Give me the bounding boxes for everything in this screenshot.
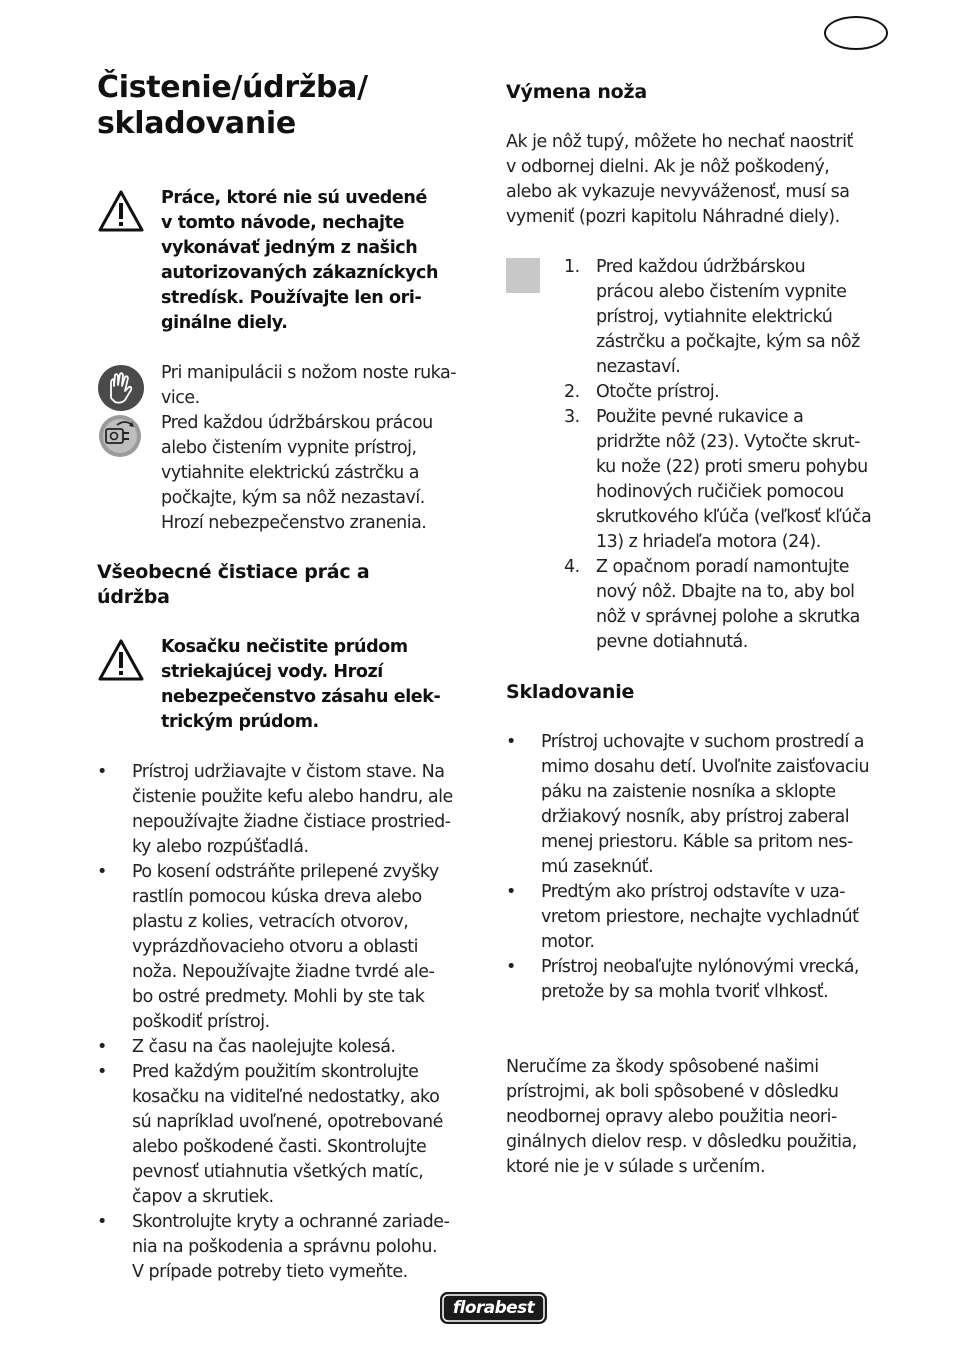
gloves-icon — [97, 364, 145, 412]
text-line: Pred každou údržbárskou prácou — [161, 413, 433, 433]
step-item — [506, 380, 896, 405]
text-line: vykonávať jedným z našich — [161, 238, 418, 258]
bullet-dot: • — [506, 882, 516, 902]
florabest-logo — [439, 1291, 548, 1325]
text-line: Ak je nôž tupý, môžete ho nechať naostriť — [506, 132, 853, 152]
text-line: v tomto návode, nechajte — [161, 213, 405, 233]
blade-intro — [506, 130, 896, 230]
text-line: poškodiť prístroj. — [132, 1012, 270, 1032]
text-line: Prístroj udržiavajte v čistom stave. Na — [132, 762, 445, 782]
list-item — [97, 760, 487, 860]
text-line: Z opačnom poradí namontujte — [596, 557, 849, 577]
text-line: alebo ak vykazuje nevyváženosť, musí sa — [506, 182, 850, 202]
text-line: 13) z hriadeľa motora (24). — [596, 532, 821, 552]
text-line: nia na poškodenia a správnu polohu. — [132, 1237, 438, 1257]
text-line: držiakový nosník, aby prístroj zaberal — [541, 807, 850, 827]
text-line: pretože by sa mohla tvoriť vlhkosť. — [541, 982, 829, 1002]
text-line: noža. Nepoužívajte žiadne tvrdé ale- — [132, 962, 435, 982]
step-item — [506, 405, 896, 555]
text-line: kosačku na viditeľné nedostatky, ako — [132, 1087, 440, 1107]
text-line: Použite pevné rukavice a — [596, 407, 804, 427]
text-line: Pri manipulácii s nožom noste ruka- — [161, 363, 457, 383]
text-line: striekajúcej vody. Hrozí — [161, 662, 383, 682]
list-item — [506, 955, 896, 1005]
list-item — [97, 860, 487, 1035]
text-line: Pred každým použitím skontrolujte — [132, 1062, 419, 1082]
bullet-dot: • — [97, 1037, 107, 1057]
text-line: V prípade potreby tieto vymeňte. — [132, 1262, 408, 1282]
text-line: Neručíme za škody spôsobené našimi — [506, 1057, 819, 1077]
list-item — [506, 880, 896, 955]
page-title — [97, 70, 487, 142]
warning-text-2 — [161, 635, 487, 735]
step-item — [506, 255, 896, 380]
bullet-dot: • — [506, 957, 516, 977]
warning-text-1 — [161, 186, 487, 336]
bullet-dot: • — [97, 1062, 107, 1082]
blade-steps-list — [506, 255, 896, 655]
text-line: vretom priestore, nechajte vychladnúť — [541, 907, 859, 927]
logo-text: florabest — [452, 1298, 535, 1318]
list-item — [506, 730, 896, 880]
list-item — [97, 1060, 487, 1210]
text-line: pridržte nôž (23). Vytočte skrut- — [596, 432, 860, 452]
text-line: ky alebo rozpúšťadlá. — [132, 837, 309, 857]
page-title-line: Čistenie/údržba/ — [97, 70, 368, 105]
text-line: stredísk. Používajte len ori- — [161, 288, 422, 308]
step-item — [506, 555, 896, 655]
heading-line: Všeobecné čistiace prác a — [97, 561, 370, 583]
text-line: nebezpečenstvo zásahu elek- — [161, 687, 441, 707]
text-line: plastu z kolies, vetracích otvorov, — [132, 912, 409, 932]
text-line: zástrčku a počkajte, kým sa nôž — [596, 332, 860, 352]
section-heading-storage: Skladovanie — [506, 681, 635, 703]
left-column — [97, 70, 487, 1285]
text-line: motor. — [541, 932, 595, 952]
text-line: pevne dotiahnutá. — [596, 632, 748, 652]
blade-steps-block — [506, 255, 896, 655]
text-line: neodbornej opravy alebo použitia neori- — [506, 1107, 837, 1127]
step-number: 2. — [564, 382, 580, 402]
bullet-dot: • — [97, 762, 107, 782]
safety-notes — [97, 361, 487, 536]
text-line: nepoužívajte žiadne čistiace prostried- — [132, 812, 451, 832]
text-line: Pred každou údržbárskou — [596, 257, 806, 277]
text-line: vytiahnite elektrickú zástrčku a — [161, 463, 420, 483]
text-line: nový nôž. Dbajte na to, aby bol — [596, 582, 855, 602]
text-line: v odbornej dielni. Ak je nôž poškodený, — [506, 157, 830, 177]
text-line: alebo poškodené časti. Skontrolujte — [132, 1137, 427, 1157]
text-line: ktoré nie je v súlade s určením. — [506, 1157, 766, 1177]
text-line: Predtým ako prístroj odstavíte v uza- — [541, 882, 846, 902]
text-line: hodinových ručičiek pomocou — [596, 482, 844, 502]
warning-block-2 — [97, 635, 487, 735]
step-number: 1. — [564, 257, 580, 277]
text-line: vyprázdňovacieho otvoru a oblasti — [132, 937, 419, 957]
warning-triangle-icon — [97, 638, 145, 682]
text-line: ginálnych dielov resp. v dôsledku použitia, — [506, 1132, 857, 1152]
disclaimer — [506, 1055, 896, 1180]
text-line: páku na zaistenie nosníka a sklopte — [541, 782, 836, 802]
list-item — [97, 1035, 487, 1060]
language-badge — [824, 16, 888, 50]
bullet-dot: • — [97, 862, 107, 882]
section-heading-blade: Výmena noža — [506, 81, 647, 103]
text-line: mú zaseknúť. — [541, 857, 654, 877]
list-item — [97, 1210, 487, 1285]
text-line: sú napríklad uvoľnené, opotrebované — [132, 1112, 443, 1132]
unplug-icon — [98, 414, 142, 458]
right-column — [506, 80, 896, 1180]
page-title-line: skladovanie — [97, 106, 296, 141]
text-line: Kosačku nečistite prúdom — [161, 637, 408, 657]
text-line: Skontrolujte kryty a ochranné zariade- — [132, 1212, 450, 1232]
text-line: pevnosť utiahnutia všetkých matíc, — [132, 1162, 424, 1182]
text-line: čistenie použite kefu alebo handru, ale — [132, 787, 453, 807]
storage-list — [506, 730, 896, 1005]
warning-triangle-icon — [97, 189, 145, 233]
text-line: počkajte, kým sa nôž nezastaví. — [161, 488, 425, 508]
text-line: Práce, ktoré nie sú uvedené — [161, 188, 427, 208]
text-line: Otočte prístroj. — [596, 382, 720, 402]
heading-line: údržba — [97, 586, 170, 608]
text-line: čapov a skrutiek. — [132, 1187, 274, 1207]
text-line: rastlín pomocou kúska dreva alebo — [132, 887, 422, 907]
section-heading-general — [97, 560, 487, 610]
text-line: Z času na čas naolejujte kolesá. — [132, 1037, 396, 1057]
text-line: Hrozí nebezpečenstvo zranenia. — [161, 513, 427, 533]
text-line: vice. — [161, 388, 200, 408]
text-line: trickým prúdom. — [161, 712, 319, 732]
bullet-dot: • — [97, 1212, 107, 1232]
text-line: menej priestoru. Káble sa pritom nes- — [541, 832, 853, 852]
text-line: vymeniť (pozri kapitolu Náhradné diely). — [506, 207, 840, 227]
text-line: ku nože (22) proti smeru pohybu — [596, 457, 868, 477]
text-line: Prístroj neobaľujte nylónovými vrecká, — [541, 957, 859, 977]
text-line: prácou alebo čistením vypnite — [596, 282, 847, 302]
text-line: bo ostré predmety. Mohli by ste tak — [132, 987, 425, 1007]
warning-block-1 — [97, 186, 487, 336]
text-line: ginálne diely. — [161, 313, 288, 333]
text-line: prístroj, vytiahnite elektrickú — [596, 307, 833, 327]
step-number: 3. — [564, 407, 580, 427]
step-number: 4. — [564, 557, 580, 577]
text-line: nôž v správnej polohe a skrutka — [596, 607, 860, 627]
text-line: Po kosení odstráňte prilepené zvyšky — [132, 862, 439, 882]
text-line: mimo dosahu detí. Uvoľnite zaisťovaciu — [541, 757, 870, 777]
bullet-dot: • — [506, 732, 516, 752]
text-line: skrutkového kľúča (veľkosť kľúča — [596, 507, 872, 527]
text-line: Prístroj uchovajte v suchom prostredí a — [541, 732, 864, 752]
text-line: autorizovaných zákazníckych — [161, 263, 439, 283]
text-line: alebo čistením vypnite prístroj, — [161, 438, 417, 458]
text-line: prístrojmi, ak boli spôsobené v dôsledku — [506, 1082, 839, 1102]
text-line: nezastaví. — [596, 357, 681, 377]
general-care-list — [97, 760, 487, 1285]
safety-notes-text — [161, 361, 487, 536]
